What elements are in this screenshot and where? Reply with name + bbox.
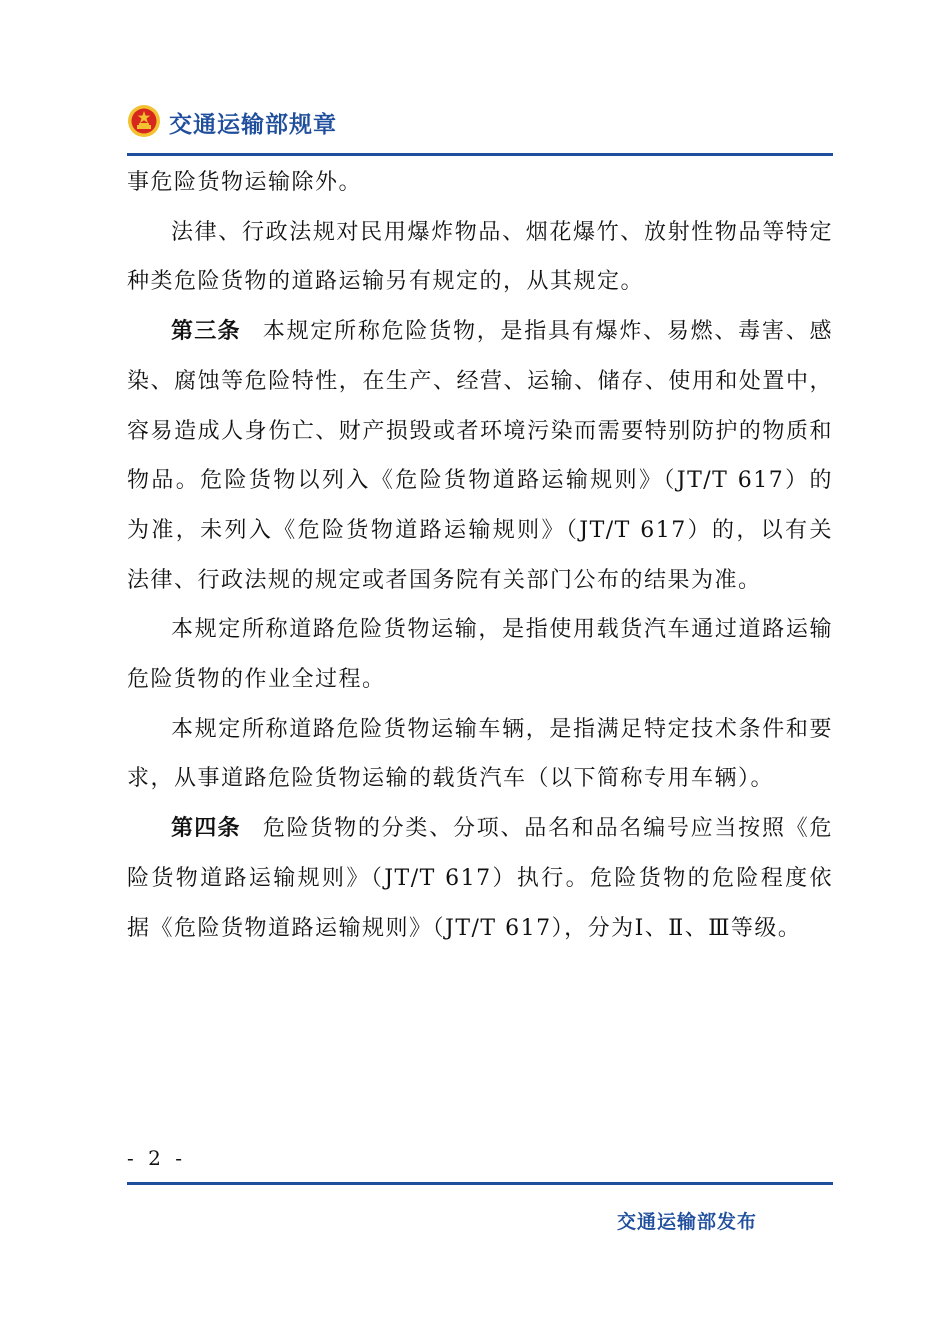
article-number: 第三条: [171, 319, 241, 345]
page-header: [127, 100, 833, 158]
paragraph: [127, 158, 833, 208]
paragraph-text: 事危险货物运输除外。: [127, 170, 363, 195]
header-title: 交通运输部规章: [169, 112, 337, 138]
paragraph: [127, 605, 833, 704]
page-number: - 2 -: [127, 1146, 186, 1170]
footer-publisher: 交通运输部发布: [617, 1211, 758, 1233]
paragraph-text: 法律、行政法规对民用爆炸物品、烟花爆竹、放射性物品等特定种类危险货物的道路运输另有规定的，从其规定。: [127, 219, 833, 295]
article-paragraph: [127, 307, 833, 605]
paragraph: [127, 208, 833, 307]
paragraph: [127, 705, 833, 804]
paragraph-text: 危险货物的分类、分项、品名和品名编号应当按照《危险货物道路运输规则》（JT/T 617）执行。危险货物的危险程度依据《危险货物道路运输规则》（JT/T 617），分为Ⅰ、Ⅱ、Ⅲ等级。: [127, 816, 833, 941]
footer-divider: [127, 1182, 833, 1185]
article-number: 第四条: [171, 816, 241, 842]
national-emblem-icon: [127, 104, 161, 138]
document-body: [127, 158, 833, 953]
header-divider: [127, 153, 833, 156]
article-paragraph: [127, 804, 833, 953]
paragraph-text: 本规定所称道路危险货物运输车辆，是指满足特定技术条件和要求，从事道路危险货物运输的载货汽车（以下简称专用车辆）。: [127, 716, 833, 792]
paragraph-text: 本规定所称危险货物，是指具有爆炸、易燃、毒害、感染、腐蚀等危险特性，在生产、经营、运输、储存、使用和处置中，容易造成人身伤亡、财产损毁或者环境污染而需要特别防护的物质和物品。危险货物以列入《危险货物道路运输规则》（JT/T 617）的为准，未列入《危险货物道路运输规则》（JT/T 617）的，以有关法律、行政法规的规定或者国务院有关部门公布的结果为准。: [127, 319, 833, 593]
paragraph-text: 本规定所称道路危险货物运输，是指使用载货汽车通过道路运输危险货物的作业全过程。: [127, 617, 833, 693]
